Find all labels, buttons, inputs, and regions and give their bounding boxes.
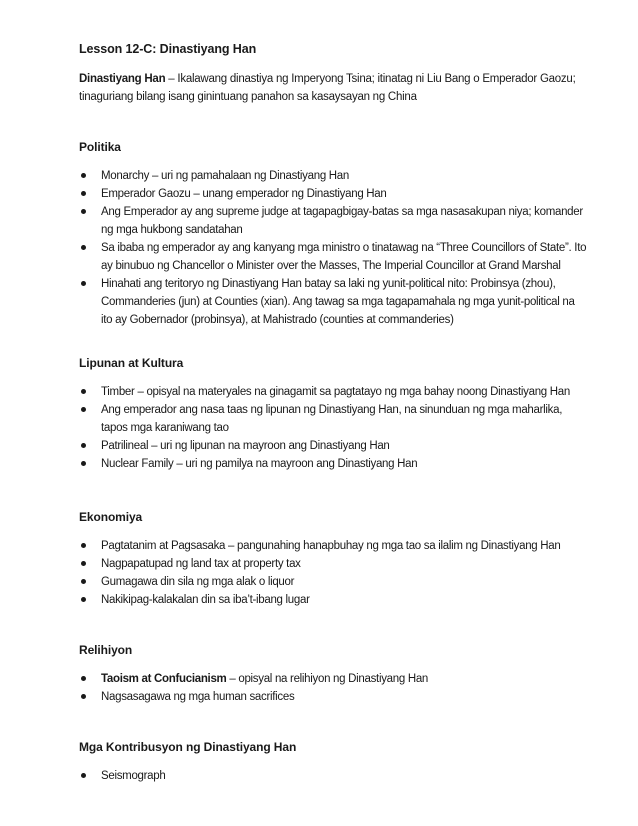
section-ekonomiya: [79, 508, 588, 609]
list-item: Seismograph: [79, 767, 588, 785]
list-item: Monarchy – uri ng pamahalaan ng Dinastiyang Han: [79, 167, 588, 185]
list-item: Nagpapatupad ng land tax at property tax: [79, 555, 588, 573]
section-politika: [79, 138, 588, 329]
bullet-icon: [81, 407, 86, 412]
intro-term: Dinastiyang Han: [79, 73, 166, 85]
list-item: Hinahati ang teritoryo ng Dinastiyang Han batay sa laki ng yunit-political nito: Probinsya (zhou), Commanderies (jun) at Counties (xian). Ang tawag sa mga tagapamahala ng mga yunit-political na ito ay Gobernador (probinsya), at Mahistrado (counties at commanderies): [79, 275, 588, 329]
bullet-icon: [81, 694, 86, 699]
bullet-icon: [81, 209, 86, 214]
bullet-icon: [81, 191, 86, 196]
bullet-icon: [81, 461, 86, 466]
section-title: Mga Kontribusyon ng Dinastiyang Han: [79, 740, 297, 754]
bullet-icon: [81, 561, 86, 566]
list-item: Gumagawa din sila ng mga alak o liquor: [79, 573, 588, 591]
section-title: Lipunan at Kultura: [79, 356, 184, 370]
bullet-icon: [81, 443, 86, 448]
bullet-list: [79, 670, 588, 706]
list-item: Patrilineal – uri ng lipunan na mayroon ang Dinastiyang Han: [79, 437, 588, 455]
bullet-list: [79, 167, 588, 329]
bullet-icon: [81, 579, 86, 584]
bullet-icon: [81, 773, 86, 778]
section-title: Ekonomiya: [79, 510, 143, 524]
section-lipunan-at-kultura: [79, 354, 588, 473]
intro-text: – Ikalawang dinastiya ng Imperyong Tsina; itinatag ni Liu Bang o Emperador Gaozu; tinaguriang bilang isang ginintuang panahon sa kasaysayan ng China: [79, 73, 576, 103]
section-title: Politika: [79, 140, 121, 154]
list-item: Nuclear Family – uri ng pamilya na mayroon ang Dinastiyang Han: [79, 455, 588, 473]
bullet-icon: [81, 281, 86, 286]
bullet-list: [79, 537, 588, 609]
section-mga-kontribusyon: [79, 738, 588, 785]
intro-paragraph: [79, 70, 588, 106]
bullet-icon: [81, 389, 86, 394]
list-item: Nagsasagawa ng mga human sacrifices: [79, 688, 588, 706]
bullet-icon: [81, 543, 86, 548]
bullet-icon: [81, 676, 86, 681]
section-title: Relihiyon: [79, 643, 133, 657]
list-item: Taoism at Confucianism – opisyal na relihiyon ng Dinastiyang Han: [79, 670, 588, 688]
bullet-icon: [81, 245, 86, 250]
list-item: Sa ibaba ng emperador ay ang kanyang mga ministro o tinatawag na “Three Councillors of State”. Ito ay binubuo ng Chancellor o Minister over the Masses, The Imperial Councillor at Grand Marshal: [79, 239, 588, 275]
list-item: Ang Emperador ay ang supreme judge at tagapagbigay-batas sa mga nasasakupan niya; komander ng mga hukbong sandatahan: [79, 203, 588, 239]
list-item: Pagtatanim at Pagsasaka – pangunahing hanapbuhay ng mga tao sa ilalim ng Dinastiyang Han: [79, 537, 588, 555]
list-item: Emperador Gaozu – unang emperador ng Dinastiyang Han: [79, 185, 588, 203]
bullet-list: [79, 383, 588, 473]
bullet-icon: [81, 173, 86, 178]
list-item: Ang emperador ang nasa taas ng lipunan ng Dinastiyang Han, na sinunduan ng mga maharlika, tapos mga karaniwang tao: [79, 401, 588, 437]
list-item: Nakikipag-kalakalan din sa iba’t-ibang lugar: [79, 591, 588, 609]
section-relihiyon: [79, 641, 588, 706]
bullet-icon: [81, 597, 86, 602]
document-title: Lesson 12-C: Dinastiyang Han: [79, 42, 257, 56]
list-item: Timber – opisyal na materyales na ginagamit sa pagtatayo ng mga bahay noong Dinastiyang Han: [79, 383, 588, 401]
bullet-list: [79, 767, 588, 785]
